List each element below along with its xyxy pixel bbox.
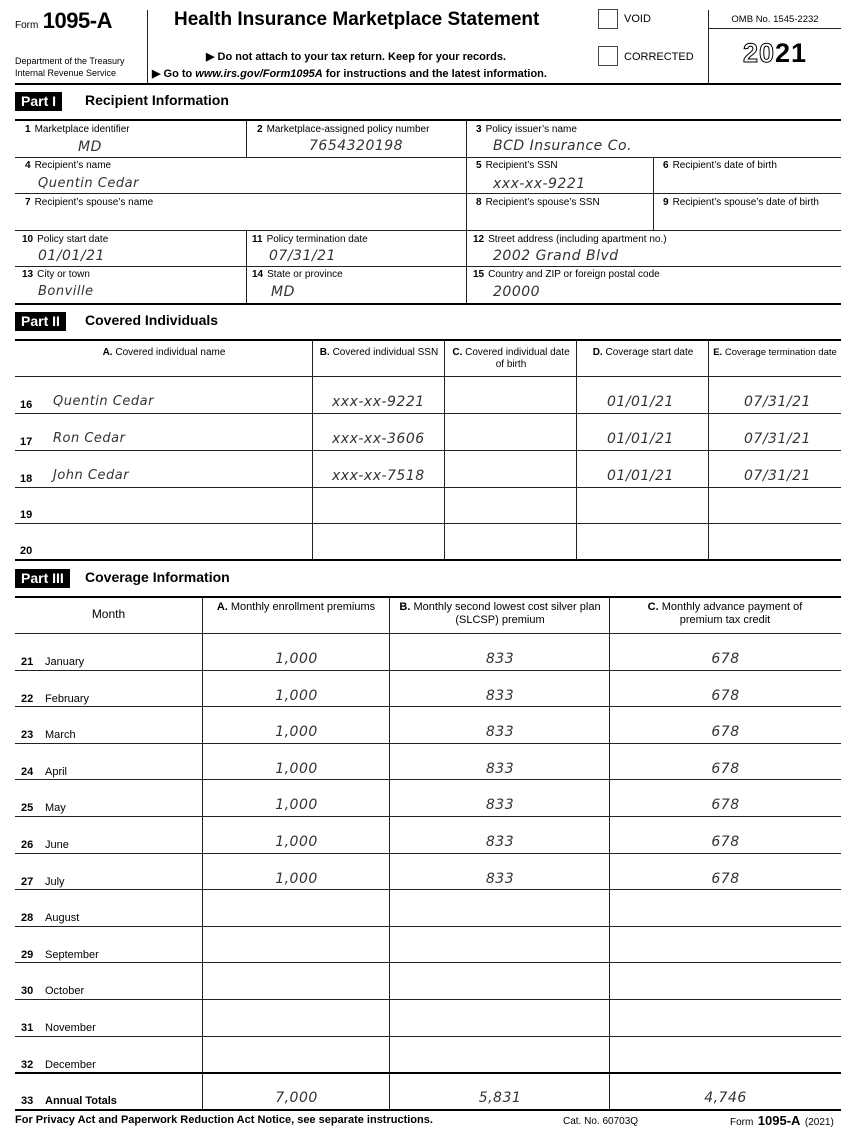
line-number: 30 [21,985,34,997]
coverage-row[interactable] [15,817,841,853]
advance-ptc: 678 [711,724,740,740]
divider [15,559,841,561]
covered-start: 01/01/21 [607,468,674,484]
advance-ptc: 678 [711,871,740,887]
covered-end: 07/31/21 [744,468,811,484]
covered-row-20[interactable]: 20 [20,545,33,557]
month-name: May [45,802,66,814]
col-d-header: D. Coverage start date [592,347,694,358]
tax-year: 2021 [742,38,808,68]
col-c-header: C. Covered individual date of birth [452,347,570,370]
form-title: Health Insurance Marketplace Statement [174,9,540,30]
slcsp-premium: 833 [485,651,515,667]
part3-title: Coverage Information [85,569,230,585]
slcsp-premium: 833 [485,834,515,850]
covered-row-18[interactable]: 18 John Cedar xxx-xx-7518 01/01/21 07/31/21 [20,468,811,485]
enrollment-premium: 1,000 [275,688,318,704]
enrollment-premium: 7,000 [275,1090,318,1106]
field-1-value: MD [78,139,102,155]
field-12-street-address[interactable]: 12 Street address (including apartment no.) 2002 Grand Blvd [473,234,667,264]
advance-ptc: 678 [711,834,740,850]
enrollment-premium: 1,000 [275,724,318,740]
covered-row-19[interactable]: 19 [20,509,33,521]
field-2-value: 7654320198 [309,138,404,154]
covered-ssn: xxx-xx-3606 [332,431,425,447]
field-3-policy-issuer[interactable]: 3 Policy issuer’s name BCD Insurance Co. [476,124,633,154]
covered-start: 01/01/21 [607,394,674,410]
field-1-marketplace-identifier[interactable]: 1 Marketplace identifier MD [25,124,130,155]
col-month-header: Month [91,607,126,621]
covered-row-17[interactable]: 17 Ron Cedar xxx-xx-3606 01/01/21 07/31/21 [20,431,811,448]
covered-ssn: xxx-xx-7518 [332,468,425,484]
cat-number: Cat. No. 60703Q [563,1116,639,1127]
covered-end: 07/31/21 [744,431,811,447]
covered-name: Ron Cedar [53,431,126,446]
slcsp-premium: 833 [485,688,515,704]
month-name: July [45,876,65,888]
advance-ptc: 678 [711,761,740,777]
service: Internal Revenue Service [15,68,117,78]
field-13-value: Bonville [38,284,94,299]
col-e-header: E. Coverage termination date [713,347,837,358]
slcsp-premium: 833 [485,761,515,777]
void-checkbox[interactable] [598,9,618,29]
line-number: 28 [21,912,34,924]
field-11-policy-termination[interactable]: 11 Policy termination date 07/31/21 [252,234,368,264]
divider [15,1109,841,1111]
line-number: 21 [21,656,34,668]
line-number: 24 [21,766,34,778]
slcsp-premium: 5,831 [478,1090,522,1106]
coverage-row[interactable] [15,671,841,707]
field-5-recipient-ssn[interactable]: 5 Recipient’s SSN xxx-xx-9221 [476,160,586,192]
field-3-value: BCD Insurance Co. [493,138,633,154]
privacy-notice: For Privacy Act and Paperwork Reduction Act Notice, see separate instructions. [15,1114,433,1126]
month-name: August [45,912,80,924]
coverage-row[interactable] [15,780,841,816]
part1-title: Recipient Information [85,92,229,108]
coverage-row[interactable] [15,890,841,926]
part2-title: Covered Individuals [85,312,219,328]
advance-ptc: 678 [711,688,740,704]
line-number: 33 [21,1095,34,1107]
coverage-row[interactable] [15,1073,841,1109]
field-4-value: Quentin Cedar [38,176,139,191]
void-label: VOID [624,13,651,25]
field-7-spouse-name[interactable]: 7 Recipient’s spouse’s name [25,197,154,208]
covered-row-16[interactable]: 16 Quentin Cedar xxx-xx-9221 01/01/21 07/31/21 [20,394,811,411]
covered-end: 07/31/21 [744,394,811,410]
enrollment-premium: 1,000 [275,797,318,813]
field-13-city[interactable]: 13 City or town Bonville [22,269,94,299]
month-name: March [45,729,76,741]
field-5-value: xxx-xx-9221 [493,176,586,192]
coverage-row[interactable] [15,854,841,890]
form-number: 1095-A [42,8,112,33]
field-15-country-zip[interactable]: 15 Country and ZIP or foreign postal code 20000 [473,269,660,300]
coverage-row[interactable] [15,744,841,780]
field-14-state[interactable]: 14 State or province MD [252,269,343,300]
col-b-slcsp-header: B. Monthly second lowest cost silver plan (SLCSP) premium [399,601,601,626]
omb-number: OMB No. 1545-2232 [731,14,819,25]
instruction-do-not-attach: ▶ Do not attach to your tax return. Keep for your records. [206,51,507,63]
part3-badge: Part III [15,569,70,588]
coverage-row[interactable] [15,927,841,963]
omb-divider [709,28,841,29]
enrollment-premium: 1,000 [275,871,318,887]
month-name: Annual Totals [45,1095,117,1107]
coverage-row[interactable] [15,963,841,999]
col-a-header: A. Covered individual name [102,347,226,358]
part1-badge: Part I [15,92,62,111]
coverage-row[interactable] [15,1037,841,1073]
slcsp-premium: 833 [485,871,515,887]
line-number: 32 [21,1059,34,1071]
part2-badge: Part II [15,312,66,331]
divider [15,303,841,305]
line-number: 26 [21,839,34,851]
footer-form-id: Form 1095-A (2021) [730,1113,834,1128]
month-name: November [45,1022,96,1034]
slcsp-premium: 833 [485,797,515,813]
enrollment-premium: 1,000 [275,651,318,667]
corrected-checkbox[interactable] [598,46,618,66]
field-9-spouse-dob[interactable]: 9 Recipient’s spouse’s date of birth [663,197,819,208]
month-name: January [45,656,85,668]
month-name: June [45,839,69,851]
month-name: April [45,766,68,778]
col-c-aptc-header: C. Monthly advance payment of premium tax credit [647,601,803,626]
enrollment-premium: 1,000 [275,834,318,850]
col-b-header: B. Covered individual SSN [319,347,439,358]
field-4-recipient-name[interactable]: 4 Recipient’s name Quentin Cedar [25,160,139,191]
covered-name: John Cedar [53,468,130,483]
field-8-spouse-ssn[interactable]: 8 Recipient’s spouse’s SSN [476,197,600,208]
irs-link[interactable]: www.irs.gov/Form1095A [195,68,323,80]
field-10-value: 01/01/21 [38,248,105,264]
part2-top-rule [15,339,841,341]
field-2-policy-number[interactable]: 2 Marketplace-assigned policy number 7654320198 [257,124,430,154]
field-15-value: 20000 [493,284,541,300]
field-10-policy-start[interactable]: 10 Policy start date 01/01/21 [22,234,109,264]
month-name: October [45,985,85,997]
coverage-row[interactable] [15,634,841,670]
form-prefix: Form [15,20,39,31]
form-id [15,8,112,34]
line-number: 25 [21,802,34,814]
advance-ptc: 678 [711,797,740,813]
advance-ptc: 4,746 [704,1090,747,1106]
corrected-label: CORRECTED [624,51,694,63]
line-number: 23 [21,729,34,741]
enrollment-premium: 1,000 [275,761,318,777]
field-12-value: 2002 Grand Blvd [493,248,619,264]
header-divider-left [147,10,148,83]
line-number: 22 [21,693,34,705]
instruction-go-to: ▶ Go to www.irs.gov/Form1095A for instructions and the latest information. [152,68,547,80]
advance-ptc: 678 [711,651,740,667]
field-14-value: MD [271,284,295,300]
covered-ssn: xxx-xx-9221 [332,394,425,410]
col-a-premiums-header: A. Monthly enrollment premiums [216,601,376,613]
line-number: 29 [21,949,34,961]
field-11-value: 07/31/21 [269,248,336,264]
field-6-recipient-dob[interactable]: 6 Recipient’s date of birth [663,160,777,171]
coverage-row[interactable] [15,1000,841,1036]
covered-start: 01/01/21 [607,431,674,447]
month-name: September [45,949,99,961]
month-name: February [45,693,90,705]
covered-name: Quentin Cedar [53,394,154,409]
header-bottom-rule [15,83,841,85]
slcsp-premium: 833 [485,724,515,740]
department: Department of the Treasury [15,56,125,66]
coverage-row[interactable] [15,707,841,743]
line-number: 27 [21,876,34,888]
line-number: 31 [21,1022,34,1034]
month-name: December [45,1059,96,1071]
part3-top-rule [15,596,841,598]
